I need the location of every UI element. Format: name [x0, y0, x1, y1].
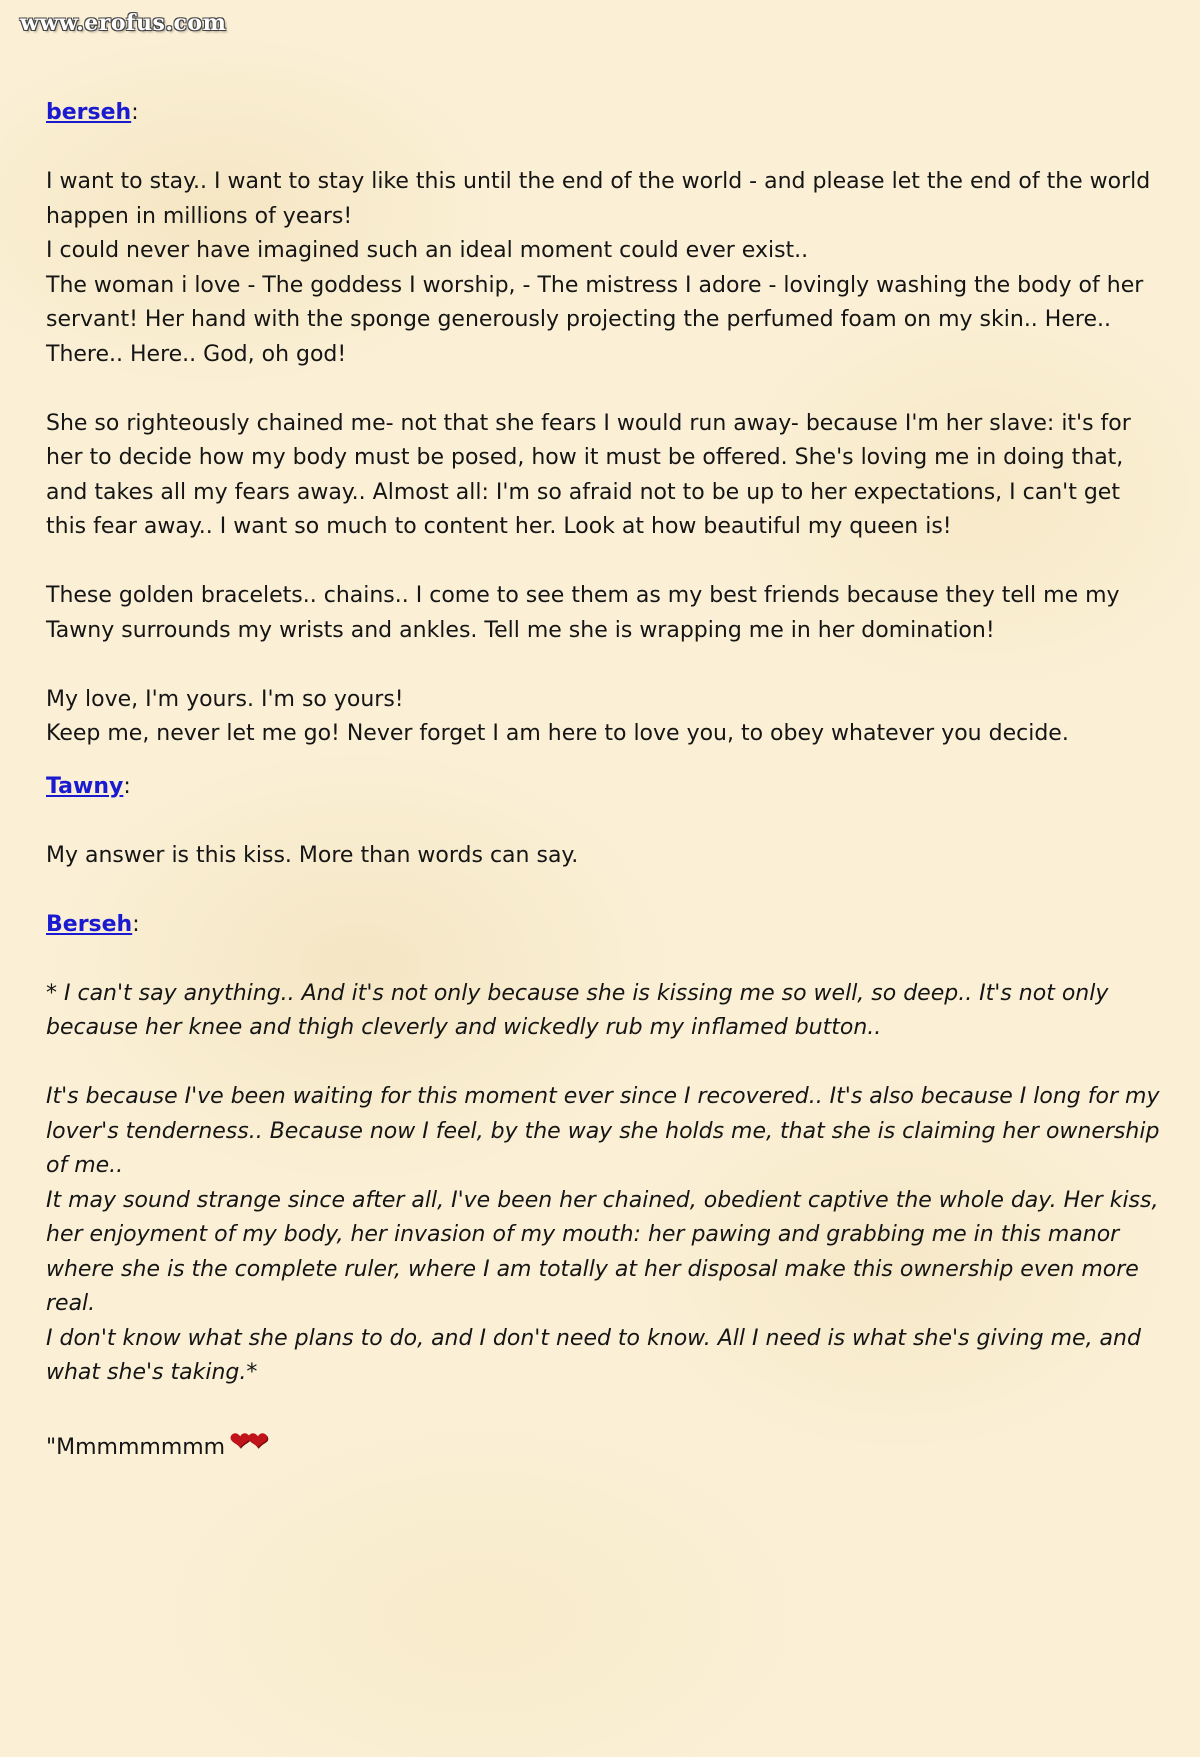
speaker-berseh: berseh:	[46, 100, 139, 125]
paragraph: I want to stay.. I want to stay like this until the end of the world - and please let the end of the world happen in millions of years!	[46, 169, 1151, 229]
paragraph: The woman i love - The goddess I worship, - The mistress I adore - lovingly washing the body of her servant! Her hand with the sponge generously projecting the perfumed foam on my skin.. Here.. There.. Here.. God, oh god!	[46, 272, 1144, 367]
paragraph-italic: It's because I've been waiting for this moment ever since I recovered.. It's also because I long for my lover's tenderness.. Because now I feel, by the way she holds me, that she is claiming her ownership of me..	[46, 1084, 1160, 1178]
speaker-tawny: Tawny:	[46, 773, 131, 799]
paragraph: She so righteously chained me- not that she fears I would run away- because I'm her slave: it's for her to decide how my body must be posed, how it must be offered. She's loving me in doing that, and takes all my fears away.. Almost all: I'm so afraid not to be up to her expectations, I can't get this fear away.. I want so much to content her. Look at how beautiful my queen is!	[46, 410, 1131, 539]
paragraph-italic: * I can't say anything.. And it's not only because she is kissing me so well, so deep.. It's not only because her knee and thigh cleverly and wickedly rub my inflamed button..	[46, 980, 1109, 1040]
paragraph: These golden bracelets.. chains.. I come to see them as my best friends because they tell me my Tawny surrounds my wrists and ankles. Tell me she is wrapping me in her domination!	[46, 583, 1120, 643]
paragraph: I could never have imagined such an ideal moment could ever exist..	[46, 238, 809, 263]
spacer	[46, 545, 1166, 580]
closing-line	[46, 1425, 1166, 1466]
paragraph: Keep me, never let me go! Never forget I am here to love you, to obey whatever you decide.	[46, 721, 1069, 746]
spacer	[46, 131, 1166, 166]
site-watermark: www.erofus.com	[20, 10, 227, 36]
speaker-link-berseh-2[interactable]: Berseh	[46, 911, 133, 937]
paragraph: My answer is this kiss. More than words can say.	[46, 842, 579, 868]
spacer	[46, 873, 1166, 908]
story-page	[46, 96, 1166, 1466]
spacer	[46, 804, 1166, 839]
paragraph-italic: It may sound strange since after all, I've been her chained, obedient captive the whole day. Her kiss, her enjoyment of my body, her invasion of my mouth: her pawing and grabbing me in this manor where she is the complete ruler, where I am totally at her disposal make this ownership even more real.	[46, 1187, 1159, 1316]
spacer	[46, 372, 1166, 407]
spacer	[46, 752, 1166, 770]
speaker-link-berseh[interactable]: berseh	[46, 100, 132, 125]
spacer	[46, 942, 1166, 977]
closing-text: "Mmmmmmmm	[46, 1435, 226, 1460]
spacer	[46, 648, 1166, 683]
hearts-icon: ❤❤	[229, 1427, 265, 1457]
speaker-link-tawny[interactable]: Tawny	[46, 773, 124, 799]
paragraph-italic: I don't know what she plans to do, and I don't need to know. All I need is what she's giving me, and what she's taking.*	[46, 1325, 1141, 1385]
spacer	[46, 1046, 1166, 1081]
speaker-berseh-2: Berseh:	[46, 911, 140, 937]
paragraph: My love, I'm yours. I'm so yours!	[46, 686, 404, 712]
spacer	[46, 1391, 1166, 1426]
